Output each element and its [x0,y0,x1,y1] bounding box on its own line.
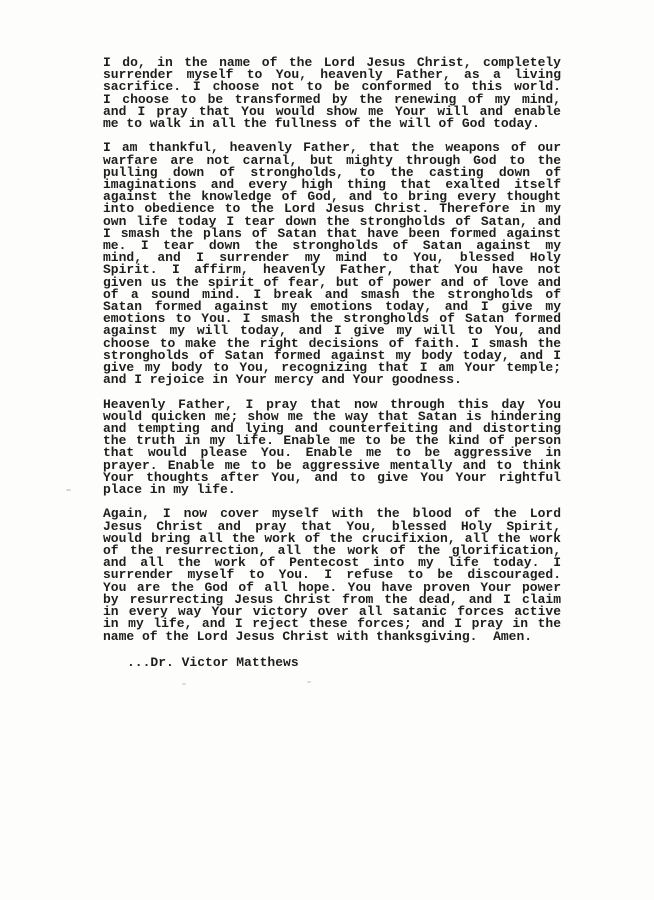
text-line: in every way Your victory over all satanic forces active [103,604,561,620]
text-line: in my life, and I reject these forces; and I pray in the [103,616,561,632]
text-line: imaginations and every high thing that exalted itself [103,177,561,193]
signature-line: ...Dr. Victor Matthews [127,654,299,670]
text-line: of a sound mind. I break and smash the strongholds of [103,286,561,302]
text-line: I am thankful, heavenly Father, that the weapons of our [103,140,561,156]
paragraph [103,57,561,130]
text-line: I do, in the name of the Lord Jesus Christ, completely [103,55,561,70]
text-line: place in my life. [103,482,236,498]
text-line: would bring all the work of the crucifixion, all the work [103,530,561,546]
paragraph [103,142,561,386]
text-line: Spirit. I affirm, heavenly Father, that You have not [103,262,561,278]
text-line: Jesus Christ and pray that You, blessed Holy Spirit, [103,518,561,534]
text-line: and I pray that You would show me Your will and enable [103,103,561,119]
text-line: pulling down of strongholds, to the casting down of [103,164,561,180]
text-block [103,57,561,669]
text-line: me to walk in all the fullness of the will of God today. [103,116,540,132]
text-line: mind, and I surrender my mind to You, blessed Holy [103,250,561,266]
text-line: warfare are not carnal, but mighty through God to the [103,152,561,168]
scan-speck [182,683,186,685]
text-line: against my will today, and I give my will to You, and [103,323,561,339]
text-line: emotions to You. I smash the strongholds of Satan formed [103,311,561,327]
text-line: of the resurrection, all the work of the glorification, [103,543,561,559]
text-line: You are the God of all hope. You have proven Your power [103,579,561,595]
text-line: surrender myself to You. I refuse to be discouraged. [103,567,561,583]
text-line: own life today I tear down the strongholds of Satan, and [103,213,561,229]
text-line: I smash the plans of Satan that have been formed against [103,225,561,241]
text-line: me. I tear down the strongholds of Satan against my [103,238,561,254]
text-line: choose to make the right decisions of faith. I smash the [103,335,561,351]
text-line: sacrifice. I choose not to be conformed to this world. [103,79,561,95]
text-line: and tempting and lying and counterfeiting and distorting [103,421,561,437]
text-line: and I rejoice in Your mercy and Your goodness. [103,372,462,388]
text-line: the truth in my life. Enable me to be the kind of person [103,433,561,449]
text-line: surrender myself to You, heavenly Father, as a living [103,67,561,83]
text-line: prayer. Enable me to be aggressive mentally and to think [103,457,561,473]
text-line: against the knowledge of God, and to bring every thought [103,189,561,205]
text-line: Satan formed against my emotions today, and I give my [103,299,561,315]
text-line: and all the work of Pentecost into my life today. I [103,555,561,571]
text-line: strongholds of Satan formed against my body today, and I [103,347,561,363]
text-line: would quicken me; show me the way that Satan is hindering [103,408,561,424]
text-line: that would please You. Enable me to be aggressive in [103,445,561,461]
text-line: I choose to be transformed by the renewing of my mind, [103,91,561,107]
text-line: Your thoughts after You, and to give You Your rightful [103,469,561,485]
paragraph [103,508,561,642]
text-line: by resurrecting Jesus Christ from the dead, and I claim [103,591,561,607]
scan-speck [307,681,311,683]
scan-speck [66,489,71,491]
text-line: Again, I now cover myself with the blood of the Lord [103,506,561,522]
paragraph [103,396,561,498]
text-line: into obedience to the Lord Jesus Christ. Therefore in my [103,201,561,217]
text-line: Heavenly Father, I pray that now through this day You [103,396,561,412]
text-line: name of the Lord Jesus Christ with thanksgiving. Amen. [103,628,533,644]
text-line: give my body to You, recognizing that I am Your temple; [103,360,561,376]
text-line: given us the spirit of fear, but of power and of love and [103,274,561,290]
